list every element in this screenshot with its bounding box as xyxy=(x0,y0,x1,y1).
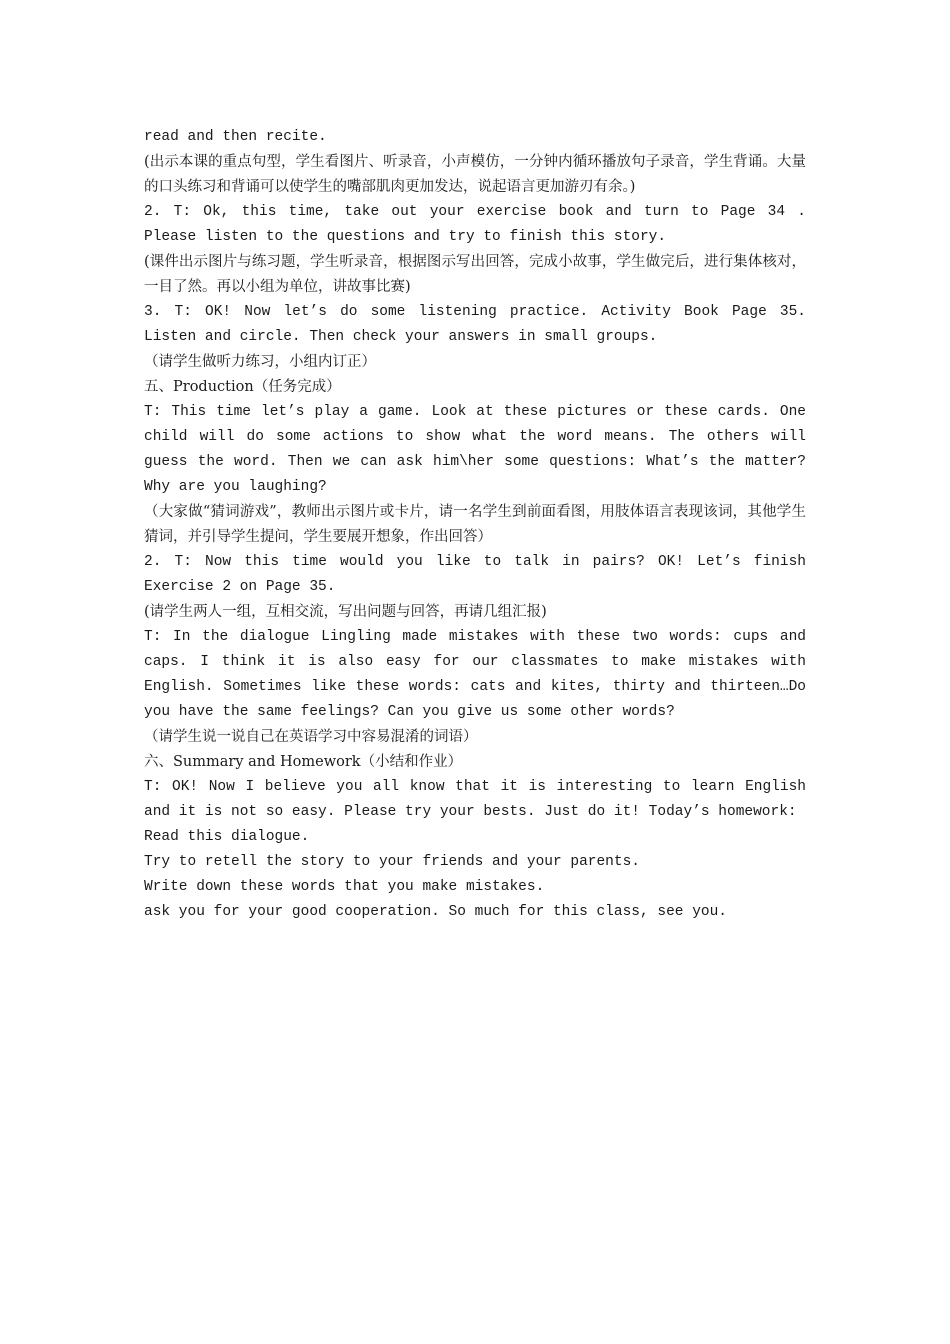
document-page xyxy=(144,125,815,925)
paragraph-dialogue-mistakes: T: In the dialogue Lingling made mistakes with these two words: cups and caps. I think it is also easy for our classmates to make mistakes with English. Sometimes like these words: cats and kites, thirty and thirteen…Do you have the same feelings? Can you give us some other words? xyxy=(144,629,815,720)
paragraph-game: T: This time let’s play a game. Look at these pictures or these cards. One child will do some actions to show what the word means. The others will guess the word. Then we can ask him\her some questions: What’s the matter? Why are you laughing? xyxy=(144,404,815,495)
homework-item-write: Write down these words that you make mistakes. xyxy=(144,879,545,895)
paragraph-note-listening: （请学生做听力练习，小组内订正） xyxy=(144,354,376,370)
paragraph-exercise-book: 2. T: Ok, this time, take out your exercise book and turn to Page 34 . Please listen to the questions and try to finish this story. xyxy=(144,204,815,245)
paragraph-note-confusing-words: （请学生说一说自己在英语学习中容易混淆的词语） xyxy=(144,729,478,745)
paragraph-listening-practice: 3. T: OK! Now let’s do some listening practice. Activity Book Page 35. Listen and circle. Then check your answers in small groups. xyxy=(144,304,815,345)
paragraph-note-pairs: (请学生两人一组，互相交流，写出问题与回答，再请几组汇报) xyxy=(144,604,547,620)
homework-item-retell: Try to retell the story to your friends and your parents. xyxy=(144,854,640,870)
paragraph-note-courseware: (课件出示图片与练习题，学生听录音，根据图示写出回答，完成小故事，学生做完后，进行集体核对，一目了然。再以小组为单位，讲故事比赛) xyxy=(144,254,806,295)
section-heading-summary: 六、Summary and Homework（小结和作业） xyxy=(144,754,463,770)
paragraph-closing: ask you for your good cooperation. So much for this class, see you. xyxy=(144,904,727,920)
section-heading-production: 五、Production（任务完成） xyxy=(144,379,341,395)
paragraph-pairs: 2. T: Now this time would you like to talk in pairs? OK! Let’s finish Exercise 2 on Page 35. xyxy=(144,554,815,595)
homework-item-read: Read this dialogue. xyxy=(144,829,310,845)
paragraph-summary: T: OK! Now I believe you all know that it is interesting to learn English and it is not so easy. Please try your bests. Just do it! Today’s homework: xyxy=(144,779,815,820)
paragraph-recite: read and then recite. xyxy=(144,129,327,145)
paragraph-note-guess-game: （大家做“猜词游戏”，教师出示图片或卡片，请一名学生到前面看图，用肢体语言表现该词，其他学生猜词，并引导学生提问，学生要展开想象，作出回答） xyxy=(144,504,806,545)
paragraph-note-key-sentences: (出示本课的重点句型，学生看图片、听录音，小声模仿，一分钟内循环播放句子录音，学生背诵。大量的口头练习和背诵可以使学生的嘴部肌肉更加发达，说起语言更加游刃有余。) xyxy=(144,154,806,195)
